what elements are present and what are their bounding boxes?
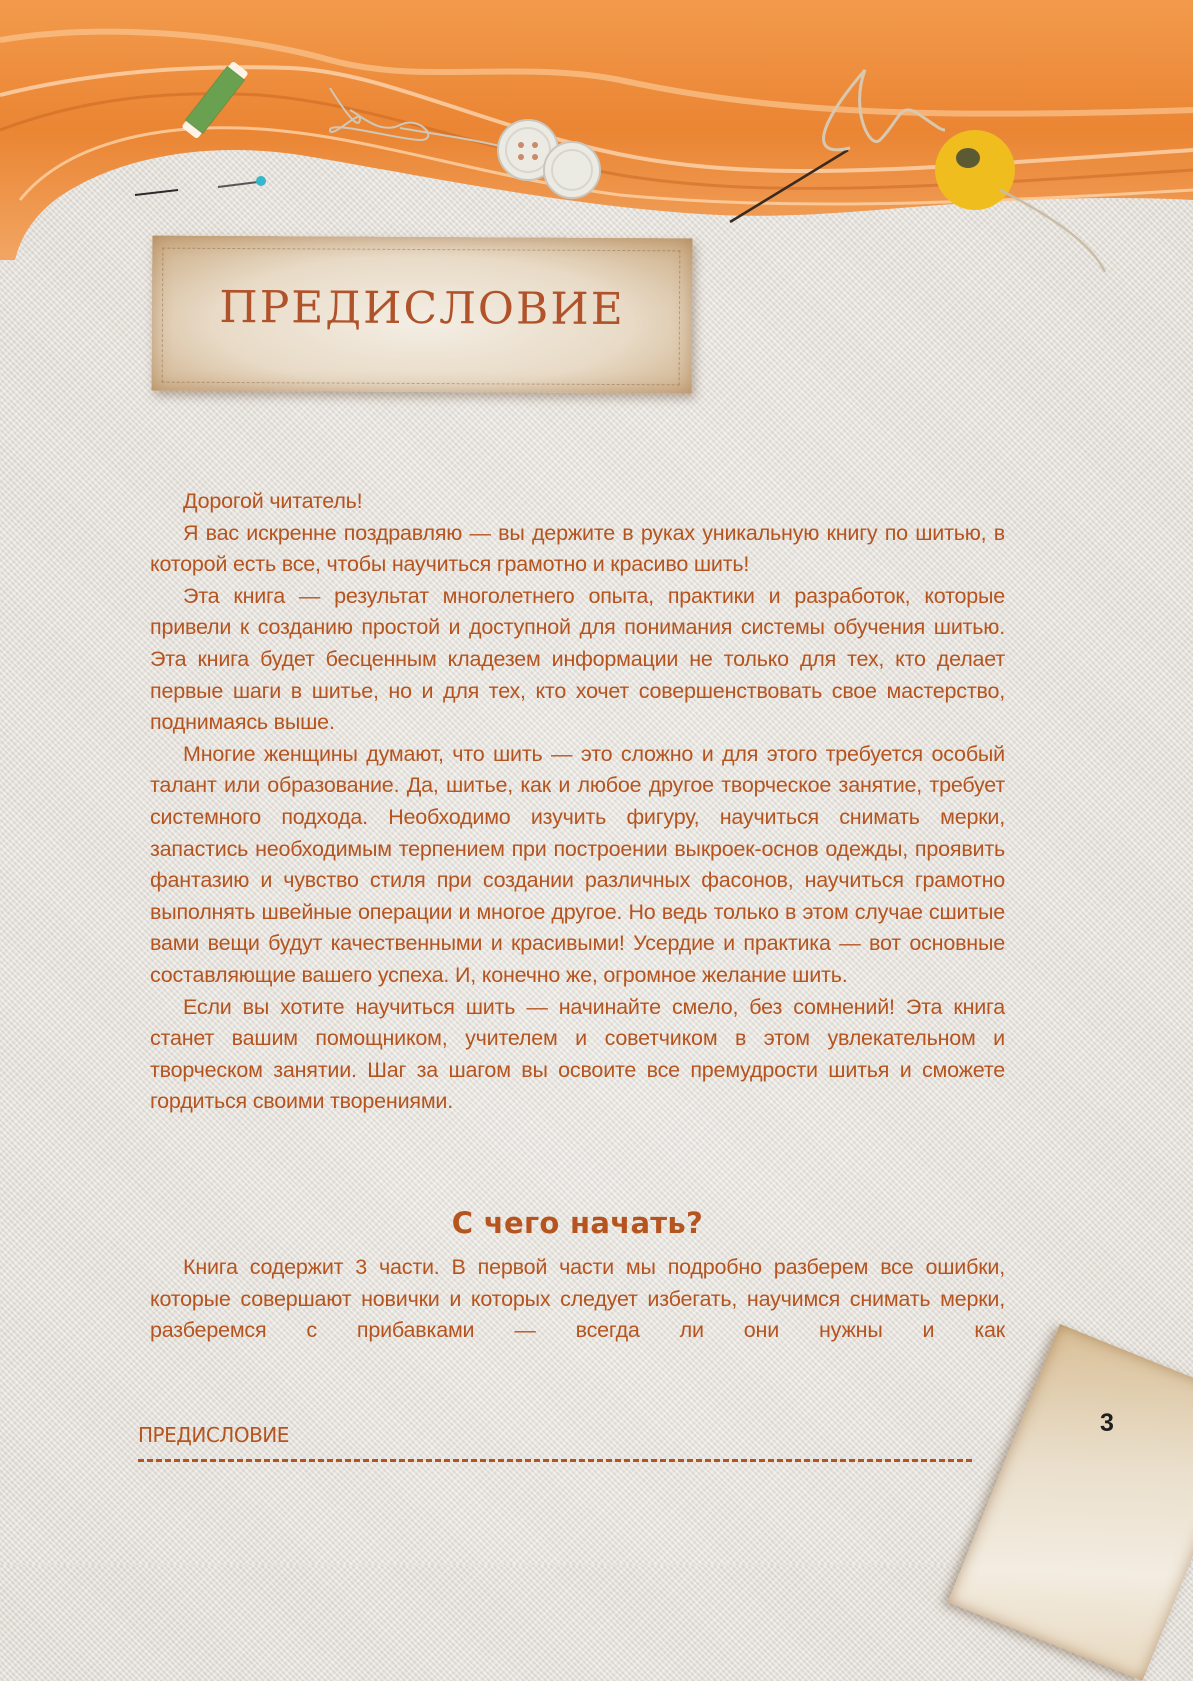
paragraph: Я вас искренне поздравляю — вы держите в руках уникальную книгу по шитью, в которой есть все, чтобы научиться грамотно и красиво шить! (150, 520, 1005, 577)
running-title: ПРЕДИСЛОВИЕ (138, 1423, 289, 1447)
thread-spool-icon (180, 60, 249, 140)
page-title: ПРЕДИСЛОВИЕ (219, 281, 625, 336)
bow-thread-icon (330, 88, 515, 150)
dashed-divider (138, 1459, 972, 1462)
intro-text (150, 486, 1005, 1118)
section-heading: С чего начать? (451, 1206, 704, 1240)
needle-icon (135, 190, 178, 195)
page-number: 3 (1100, 1409, 1114, 1437)
title-card (152, 236, 693, 394)
paragraph: Если вы хотите научиться шить — начинайте смело, без сомнений! Эта книга станет вашим помощником, учителем и советчиком в этом увлекательном и творческом занятии. Шаг за шагом вы освоите все премудрости шитья и сможете гордиться своими творениями. (150, 994, 1005, 1114)
paragraph-greeting: Дорогой читатель! (183, 489, 363, 513)
yarn-ball-icon (935, 130, 1105, 272)
pin-icon (218, 176, 266, 187)
section-text (150, 1252, 1005, 1347)
paragraph: Книга содержит 3 части. В первой части мы подробно разберем все ошибки, которые совершают новички и которых следует избегать, научимся снимать мерки, разберемся с прибавками — всегда ли они нужны и как (150, 1255, 1005, 1343)
page-number-card (948, 1324, 1193, 1681)
button-icon (544, 142, 600, 198)
paragraph: Многие женщины думают, что шить — это сложно и для этого требуется особый талант или образование. Да, шитье, как и любое другое творческое занятие, требует системного подхода. Необходимо изучить фигуру, научиться снимать мерки, запастись необходимым терпением при построении выкроек-основ одежды, проявить фантазию и чувство стиля при создании различных фасонов, научиться грамотно выполнять швейные операции и многое другое. Но ведь только в этом случае сшитые вами вещи будут качественными и красивыми! Усердие и практика — вот основные составляющие вашего успеха. И, конечно же, огромное желание шить. (150, 741, 1005, 987)
threaded-needle-icon (730, 70, 945, 222)
paragraph: Эта книга — результат многолетнего опыта, практики и разработок, которые привели к созданию простой и доступной для понимания системы обучения шитью. Эта книга будет бесценным кладезем информации не только для тех, кто делает первые шаги в шитье, но и для тех, кто хочет совершенствовать свое мастерство, поднимаясь выше. (150, 583, 1005, 735)
